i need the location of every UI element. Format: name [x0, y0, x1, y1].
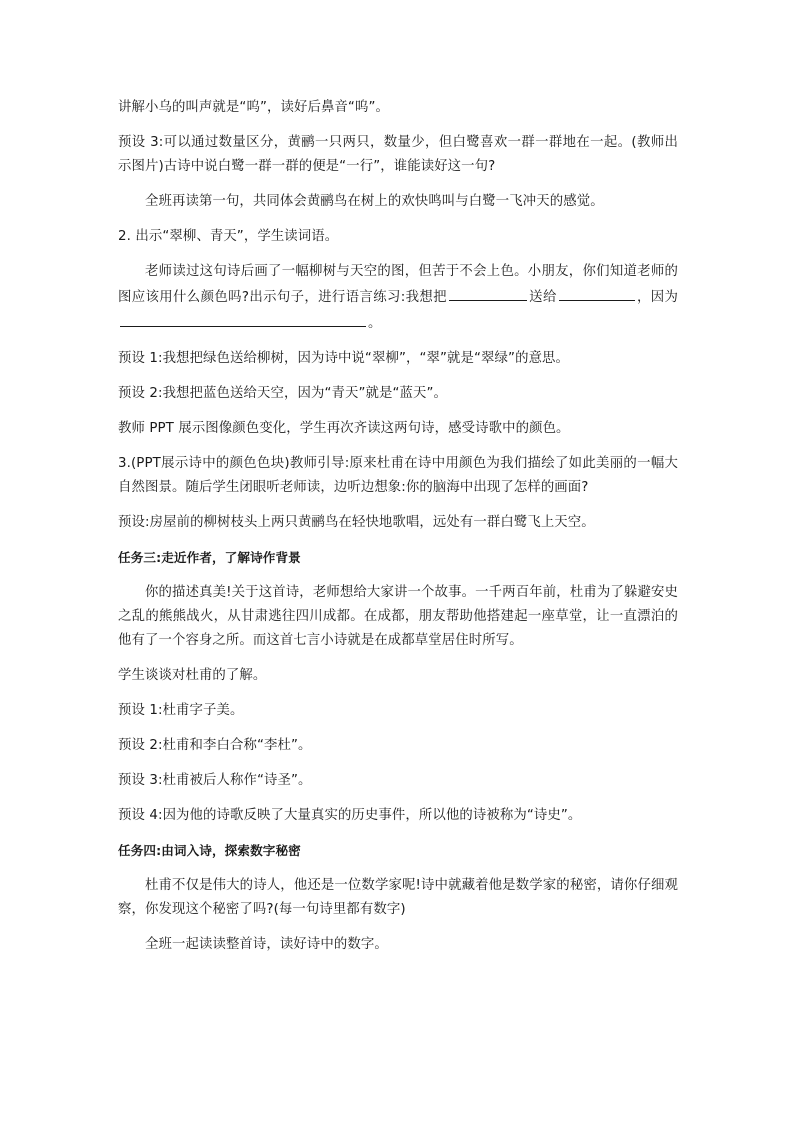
exercise-text: 老师读过这句诗后画了一幅柳树与天空的图，但苦于不会上色。小朋友，你们知道老师的图应该用什么颜色吗?出示句子，进行语言练习:我想把	[118, 264, 678, 305]
paragraph: 预设 4:因为他的诗歌反映了大量真实的历史事件，所以他的诗被称为“诗史”。	[118, 808, 582, 823]
blank-line	[449, 284, 527, 301]
paragraph: 预设 1:我想把绿色送给柳树，因为诗中说“翠柳”，“翠”就是“翠绿”的意思。	[118, 351, 570, 366]
exercise-text: ，因为	[636, 290, 678, 305]
paragraph: 3.(PPT展示诗中的颜色色块)教师引导:原来杜甫在诗中用颜色为我们描绘了如此美丽的一幅大自然图景。随后学生闭眼听老师读，边听边想象:你的脑海中出现了怎样的画面?	[118, 456, 678, 495]
fill-in-exercise	[118, 260, 678, 336]
paragraph: 讲解小乌的叫声就是“呜”，读好后鼻音“呜”。	[118, 100, 389, 115]
paragraph: 预设 1:杜甫字子美。	[118, 703, 244, 718]
section-heading: 任务四:由词入诗，探索数字秘密	[118, 843, 301, 858]
exercise-text: 送给	[528, 290, 557, 305]
paragraph: 教师 PPT 展示图像颜色变化，学生再次齐读这两句诗，感受诗歌中的颜色。	[118, 421, 570, 436]
paragraph: 学生谈谈对杜甫的了解。	[118, 668, 267, 683]
document-page	[118, 96, 678, 968]
exercise-text: 。	[368, 316, 382, 331]
paragraph: 预设 3:杜甫被后人称作“诗圣”。	[118, 773, 312, 788]
blank-line	[120, 310, 366, 327]
paragraph: 杜甫不仅是伟大的诗人，他还是一位数学家呢!诗中就藏着他是数学家的秘密，请你仔细观察，你发现这个秘密了吗?(每一句诗里都有数字)	[118, 878, 678, 917]
paragraph: 预设 3:可以通过数量区分，黄鹂一只两只，数量少，但白鹭喜欢一群一群地在一起。(教师出示图片)古诗中说白鹭一群一群的便是“一行”，谁能读好这一句?	[118, 135, 678, 174]
paragraph: 全班再读第一句，共同体会黄鹂鸟在树上的欢快鸣叫与白鹭一飞冲天的感觉。	[145, 194, 604, 209]
paragraph: 预设:房屋前的柳树枝头上两只黄鹂鸟在轻快地歌唱，远处有一群白鹭飞上天空。	[118, 515, 595, 530]
paragraph: 你的描述真美!关于这首诗，老师想给大家讲一个故事。一千两百年前，杜甫为了躲避安史之乱的熊熊战火，从甘肃逃往四川成都。在成都，朋友帮助他搭建起一座草堂，让一直漂泊的他有了一个容身之所。而这首七言小诗就是在成都草堂居住时所写。	[118, 585, 678, 648]
paragraph: 2. 出示“翠柳、青天”，学生读词语。	[118, 229, 339, 244]
paragraph: 预设 2:杜甫和李白合称“李杜”。	[118, 738, 312, 753]
paragraph: 预设 2:我想把蓝色送给天空，因为“青天”就是“蓝天”。	[118, 386, 448, 401]
blank-line	[559, 284, 635, 301]
paragraph: 全班一起读读整首诗，读好诗中的数字。	[145, 937, 388, 952]
section-heading: 任务三:走近作者，了解诗作背景	[118, 550, 301, 565]
